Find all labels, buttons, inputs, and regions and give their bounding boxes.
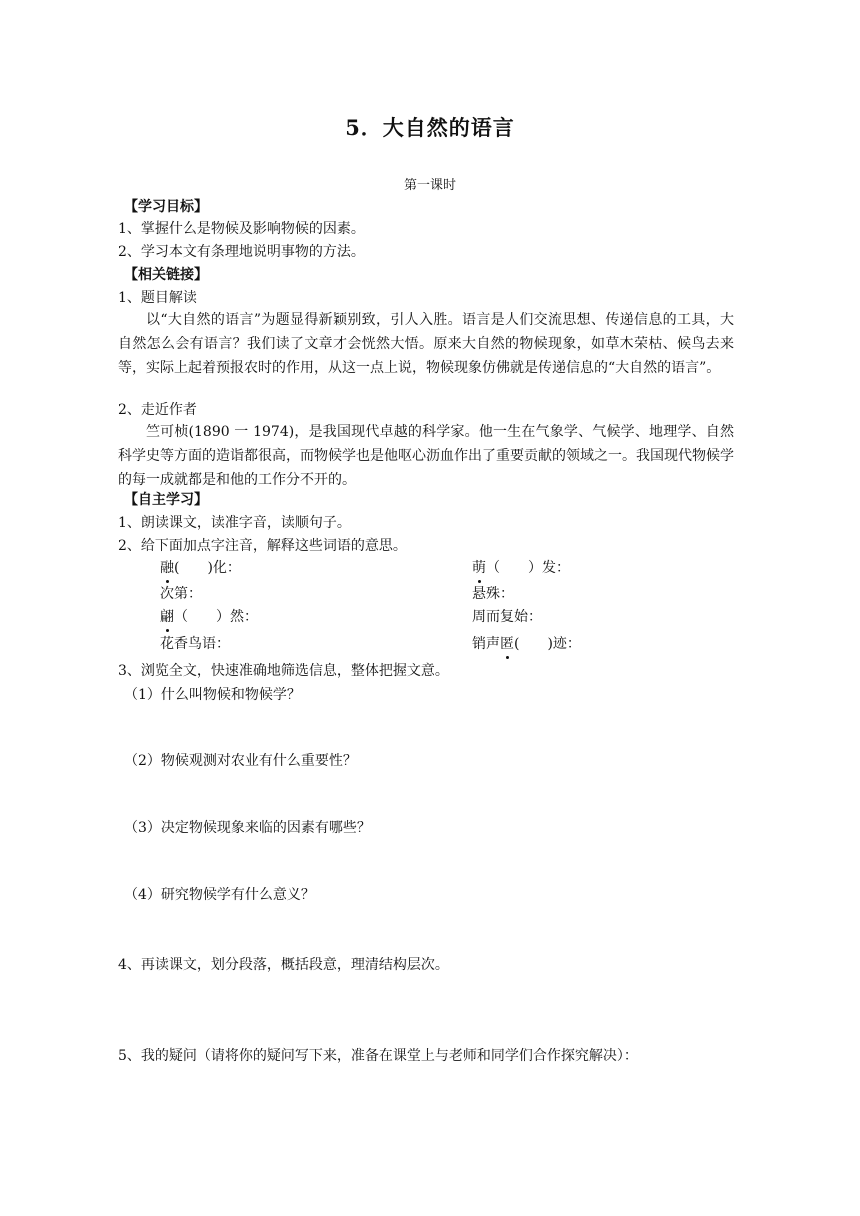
goal-item-2: 2、学习本文有条理地说明事物的方法。 (118, 244, 365, 260)
vocab-item-3 (160, 583, 202, 605)
dotted-character: 匿 (500, 633, 514, 655)
title-interpretation-heading: 1、题目解读 (118, 290, 197, 306)
learning-goals-heading: 【学习目标】 (124, 199, 208, 215)
vocab-prefix: 销声 (472, 636, 500, 652)
dotted-character: 翩 (160, 606, 174, 628)
lesson-period: 第一课时 (403, 178, 456, 193)
vocab-term: 悬殊： (472, 586, 514, 602)
vocab-item-1 (160, 557, 241, 579)
vocab-item-7 (160, 633, 230, 655)
question-1: （1）什么叫物候和物候学？ (124, 687, 301, 703)
vocab-suffix: ( )化： (174, 560, 241, 576)
question-3: （3）决定物候现象来临的因素有哪些？ (124, 820, 371, 836)
task-5: 5、我的疑问（请将你的疑问写下来，准备在课堂上与老师和同学们合作探究解决）： (118, 1048, 638, 1064)
related-links-heading: 【相关链接】 (124, 267, 208, 283)
task-4: 4、再读课文，划分段落，概括段意，理清结构层次。 (118, 957, 449, 973)
task-2: 2、给下面加点字注音，解释这些词语的意思。 (118, 538, 407, 554)
self-study-heading: 【自主学习】 (124, 492, 208, 508)
dotted-character: 萌 (472, 557, 486, 579)
dotted-character: 融 (160, 557, 174, 579)
vocab-item-4 (472, 583, 514, 605)
vocab-item-5 (160, 606, 258, 628)
page-title: 5．大自然的语言 (345, 115, 515, 140)
vocab-item-2 (472, 557, 570, 579)
goal-item-1: 1、掌握什么是物候及影响物候的因素。 (118, 221, 365, 237)
vocab-item-6 (472, 606, 542, 628)
task-1: 1、朗读课文，读准字音，读顺句子。 (118, 515, 351, 531)
vocab-suffix: （ ）然： (174, 609, 258, 625)
vocab-term: 周而复始： (472, 609, 542, 625)
vocab-suffix: ( )迹： (514, 636, 581, 652)
vocab-item-8 (472, 633, 581, 655)
title-interpretation-paragraph: 以“大自然的语言”为题显得新颖别致，引人入胜。语言是人们交流思想、传递信息的工具，大自然怎么会有语言？我们读了文章才会恍然大悟。原来大自然的物候现象，如草木荣枯、候鸟去来等，实际上起着预报农时的作用，从这一点上说，物候现象仿佛就是传递信息的“大自然的语言”。 (118, 312, 734, 376)
vocab-term: 次第： (160, 586, 202, 602)
question-4: （4）研究物候学有什么意义？ (124, 887, 315, 903)
vocab-term: 花香鸟语： (160, 636, 230, 652)
about-author-paragraph: 竺可桢(1890 一 1974)，是我国现代卓越的科学家。他一生在气象学、气候学、地理学、自然科学史等方面的造诣都很高，而物候学也是他呕心沥血作出了重要贡献的领域之一。我国现代物候学的每一成就都是和他的工作分不开的。 (118, 424, 734, 488)
about-author-heading: 2、走近作者 (118, 402, 197, 418)
question-2: （2）物候观测对农业有什么重要性？ (124, 753, 357, 769)
task-3: 3、浏览全文，快速准确地筛选信息，整体把握文意。 (118, 663, 449, 679)
vocab-suffix: （ ）发： (486, 560, 570, 576)
